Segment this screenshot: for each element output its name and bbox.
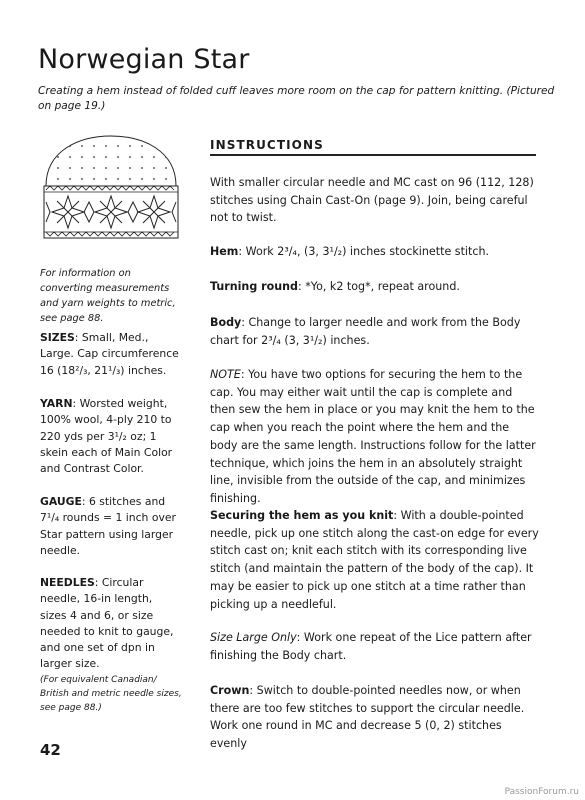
crown-paragraph: Crown: Switch to double-pointed needles now, or when there are too few stitches to support the circular needle. Work one round in MC and decrease 5 (0, 2) stitches evenly	[210, 684, 525, 751]
gauge-text: : 6 stitches and 7¹/₄ rounds = 1 inch over Star pattern using larger needle.	[40, 495, 176, 557]
needles-text: : Circular needle, 16-in length, sizes 4 and 6, or size needed to knit to gauge, and one set of dpn in larger size.	[40, 576, 174, 671]
cast-on-paragraph: With smaller circular needle and MC cast on 96 (112, 128) stitches using Chain Cast-On (page 9). Join, being careful not to twist.	[210, 176, 534, 225]
turning-round-paragraph: Turning round: *Yo, k2 tog*, repeat around.	[210, 280, 460, 293]
needles-section	[40, 575, 182, 715]
hat-illustration	[40, 130, 182, 242]
yarn-text: : Worsted weight, 100% wool, 4-ply 210 to 220 yds per 3¹/₂ oz; 1 skein each of Main Color and Contrast Color.	[40, 397, 173, 476]
sizes-text: : Small, Med., Large. Cap circumference 16 (18²/₃, 21¹/₃) inches.	[40, 331, 179, 377]
instructions-heading: INSTRUCTIONS	[210, 138, 324, 152]
size-large-paragraph: Size Large Only: Work one repeat of the Lice pattern after finishing the Body chart.	[210, 631, 532, 662]
body-paragraph: Body: Change to larger needle and work from the Body chart for 2³/₄ (3, 3¹/₂) inches.	[210, 316, 521, 347]
watermark: PassionForum.ru	[504, 787, 579, 797]
sizes-label: SIZES	[40, 331, 75, 344]
securing-hem-paragraph: Securing the hem as you knit: With a double-pointed needle, pick up one stitch along the cast-on edge for every stitch cast on; knit each stitch with its corresponding live stitch (and maintain the pattern of the body of the cap). It may be easier to pick up one stitch at a time rather than picking up a needleful.	[210, 509, 539, 611]
yarn-label: YARN	[40, 397, 73, 410]
note-paragraph: NOTE: You have two options for securing the hem to the cap. You may either wait until the cap is complete and then sew the hem in place or you may knit the hem to the cap when you reach the point where the hem and the body are the same length. Instructions follow for the latter technique, which joins the hem in an absolutely straight line, invisible from the outside of the cap, and minimizes finishing.	[210, 368, 536, 505]
heading-rule	[210, 154, 536, 156]
needles-note: (For equivalent Canadian/ British and metric needle sizes, see page 88.)	[40, 674, 182, 713]
page-subtitle: Creating a hem instead of folded cuff leaves more room on the cap for pattern knitting. (Pictured on page 19.)	[38, 85, 555, 112]
page-title: Norwegian Star	[38, 44, 250, 75]
yarn-section	[40, 396, 182, 477]
sizes-section	[40, 330, 182, 379]
page-number: 42	[40, 741, 61, 759]
hem-paragraph: Hem: Work 2³/₄, (3, 3¹/₂) inches stockinette stitch.	[210, 245, 490, 258]
gauge-label: GAUGE	[40, 495, 82, 508]
needles-label: NEEDLES	[40, 576, 95, 589]
metric-note: For information on converting measurements and yarn weights to metric, see page 88.	[40, 268, 176, 324]
gauge-section	[40, 494, 182, 559]
